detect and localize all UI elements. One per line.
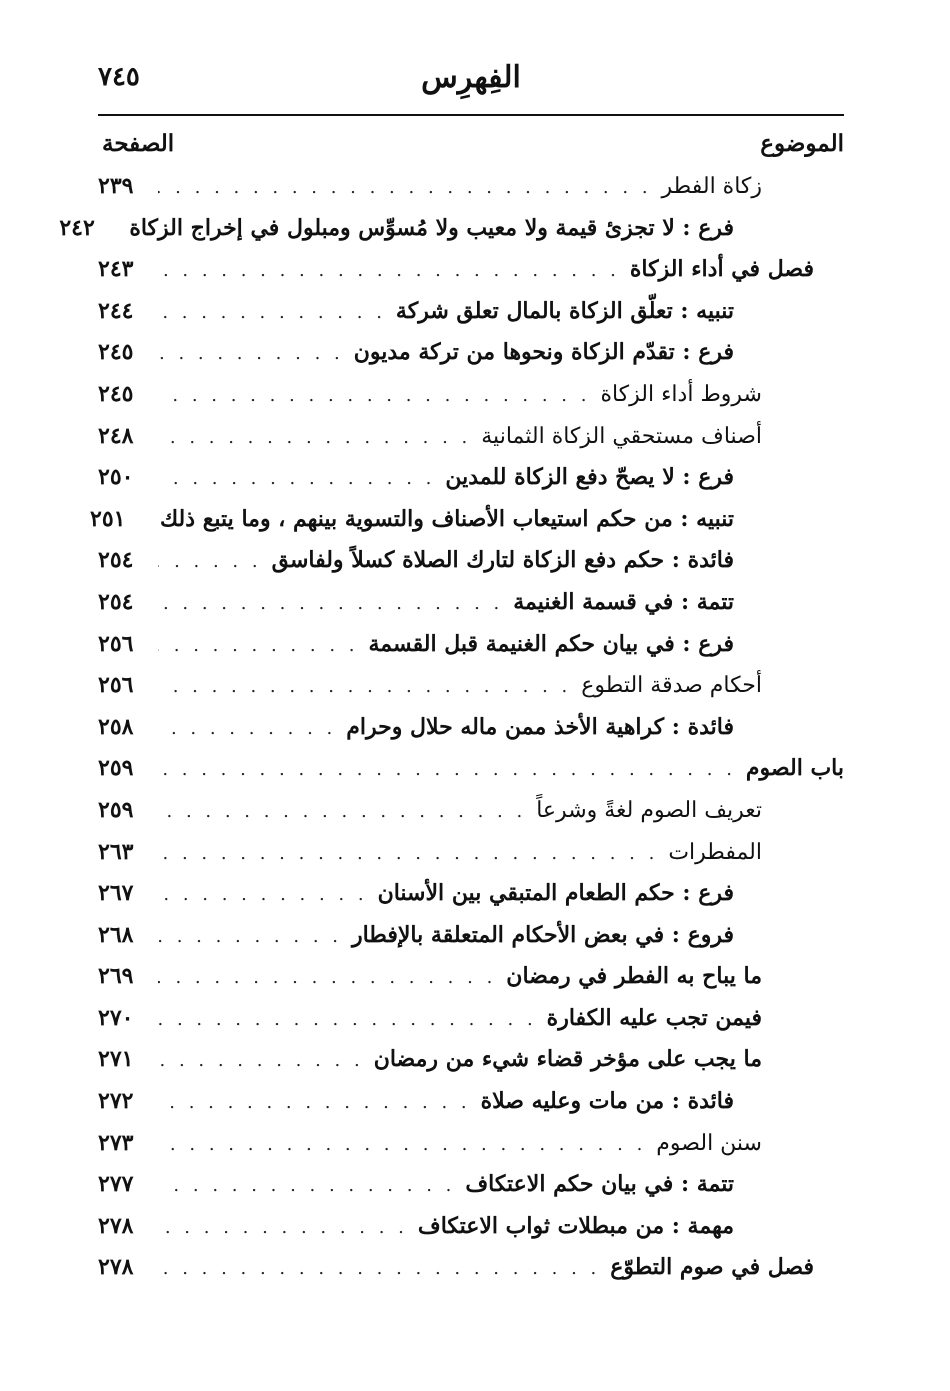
- toc-entry: [98, 1039, 844, 1081]
- dot-leader: [158, 1165, 455, 1207]
- dot-leader: [158, 417, 471, 459]
- dot-leader: [158, 583, 503, 625]
- toc-entry-page: ٢٥٨: [98, 713, 134, 740]
- toc-entry-page: ٢٦٩: [98, 963, 134, 990]
- toc-entry: [98, 1247, 844, 1289]
- toc-entry-title: فرع : لا يصحّ دفع الزكاة للمدين: [445, 464, 734, 491]
- toc-entry-title: المفطرات: [668, 839, 762, 865]
- dot-leader: [158, 1124, 646, 1166]
- toc-entry-page: ٢٥٤: [98, 547, 134, 574]
- toc-entry-title: فائدة : حكم دفع الزكاة لتارك الصلاة كسلاً ولفاسق: [271, 547, 734, 574]
- dot-leader: [158, 874, 368, 916]
- toc-entry-page: ٢٥٠: [98, 464, 134, 491]
- page-column-header: الصفحة: [102, 130, 175, 157]
- toc-entry-page: ٢٦٨: [98, 921, 134, 948]
- toc-entry: [98, 291, 844, 333]
- toc-entry-page: ٢٤٥: [98, 380, 134, 407]
- toc-entry: [98, 1081, 844, 1123]
- toc-entry-page: ٢٧١: [98, 1046, 134, 1073]
- dot-leader: [158, 458, 435, 500]
- toc-entry-page: ٢٤٨: [98, 422, 134, 449]
- toc-entry-title: فائدة : كراهية الأخذ ممن ماله حلال وحرام: [346, 713, 734, 740]
- toc-entry-page: ٢٥٩: [98, 796, 134, 823]
- toc-entry-title: أحكام صدقة التطوع: [581, 673, 762, 699]
- toc-entry-page: ٢٥٦: [98, 672, 134, 699]
- toc-entry: [59, 208, 844, 250]
- toc-entry: [98, 249, 844, 291]
- toc-entry: [98, 374, 844, 416]
- dot-leader: [158, 999, 537, 1041]
- page-number: ٧٤٥: [98, 62, 140, 92]
- toc-entry: [98, 915, 844, 957]
- dot-leader: [158, 749, 736, 791]
- dot-leader: [158, 250, 620, 292]
- dot-leader: [158, 333, 344, 375]
- toc-entry-page: ٢٧٣: [98, 1129, 134, 1156]
- toc-entry-page: ٢٥١: [90, 505, 126, 532]
- toc-entry: [98, 873, 844, 915]
- dot-leader: [158, 1248, 600, 1290]
- toc-entry-title: تتمة : في بيان حكم الاعتكاف: [465, 1171, 734, 1198]
- dot-leader: [158, 1082, 471, 1124]
- dot-leader: [158, 167, 652, 209]
- toc-entry-title: سنن الصوم: [656, 1130, 762, 1156]
- dot-leader: [158, 375, 590, 417]
- dot-leader: [158, 1040, 364, 1082]
- toc-entry-title: فروع : في بعض الأحكام المتعلقة بالإفطار: [351, 921, 734, 948]
- toc-entry-page: ٢٤٢: [59, 214, 95, 241]
- toc-entry-title: فائدة : من مات وعليه صلاة: [480, 1088, 734, 1115]
- toc-entry: [98, 332, 844, 374]
- toc-entry-page: ٢٧٨: [98, 1254, 134, 1281]
- toc-entry-page: ٢٤٣: [98, 256, 134, 283]
- toc-entry-title: مهمة : من مبطلات ثواب الاعتكاف: [417, 1212, 734, 1239]
- toc-entry: [98, 748, 844, 790]
- toc-entry: [98, 832, 844, 874]
- toc-entry: [98, 665, 844, 707]
- toc-entry-title: فرع : تقدّم الزكاة ونحوها من تركة مديون: [353, 339, 734, 366]
- toc-entry: [98, 582, 844, 624]
- toc-entry: [98, 540, 844, 582]
- toc-entry-title: فرع : حكم الطعام المتبقي بين الأسنان: [377, 880, 734, 907]
- toc-entry: [98, 166, 844, 208]
- toc-entry-title: أصناف مستحقي الزكاة الثمانية: [481, 423, 762, 449]
- toc-entry-title: ما يباح به الفطر في رمضان: [506, 963, 762, 990]
- toc-entry-page: ٢٤٤: [98, 297, 134, 324]
- toc-entry-page: ٢٤٥: [98, 339, 134, 366]
- toc-entry: [98, 1206, 844, 1248]
- toc-entry-title: فصل في صوم التطوّع: [610, 1254, 814, 1281]
- toc-entry: [90, 499, 844, 541]
- toc-entry-title: تنبيه : من حكم استيعاب الأصناف والتسوية بينهم ، وما يتبع ذلك: [160, 505, 734, 532]
- toc-entry-page: ٢٥٦: [98, 630, 134, 657]
- toc-entry: [98, 790, 844, 832]
- toc-entry: [98, 1123, 844, 1165]
- toc-entry-page: ٢٥٩: [98, 755, 134, 782]
- toc-entry: [98, 457, 844, 499]
- dot-leader: [158, 292, 386, 334]
- column-headers: [98, 130, 844, 164]
- toc-entry-title: باب الصوم: [745, 755, 844, 782]
- toc-entry-page: ٢٣٩: [98, 173, 134, 199]
- toc-entry-page: ٢٧٨: [98, 1212, 134, 1239]
- toc-entry-page: ٢٥٤: [98, 588, 134, 615]
- dot-leader: [158, 957, 496, 999]
- toc-entry-page: ٢٧٧: [98, 1171, 134, 1198]
- toc-entry-title: تنبيه : تعلّق الزكاة بالمال تعلق شركة: [395, 297, 734, 324]
- dot-leader: [158, 833, 658, 875]
- toc-entry: [98, 624, 844, 666]
- dot-leader: [158, 1207, 408, 1249]
- toc-entry-title: ما يجب على مؤخر قضاء شيء من رمضان: [373, 1046, 762, 1073]
- toc-entry-title: شروط أداء الزكاة: [600, 381, 762, 407]
- dot-leader: [158, 791, 526, 833]
- toc-entry-title: تعريف الصوم لغةً وشرعاً: [536, 797, 762, 823]
- dot-leader: [158, 708, 336, 750]
- page-header: [98, 58, 844, 114]
- header-rule: [98, 114, 844, 116]
- toc-entry: [98, 1164, 844, 1206]
- toc-entry-title: فيمن تجب عليه الكفارة: [546, 1004, 762, 1031]
- topic-column-header: الموضوع: [760, 130, 844, 157]
- dot-leader: [158, 666, 571, 708]
- toc-entry-page: ٢٦٣: [98, 838, 134, 865]
- toc-entry-page: ٢٧٢: [98, 1088, 134, 1115]
- running-title: الفِهرِس: [421, 60, 521, 95]
- toc-entry-title: فرع : لا تجزئ قيمة ولا معيب ولا مُسوِّس ومبلول في إخراج الزكاة: [129, 214, 734, 241]
- toc-entry-title: زكاة الفطر: [661, 174, 762, 199]
- toc-entry: [98, 707, 844, 749]
- dot-leader: [158, 541, 262, 583]
- toc-entry-page: ٢٦٧: [98, 880, 134, 907]
- toc-entry: [98, 956, 844, 998]
- table-of-contents: [59, 166, 844, 1289]
- toc-entry-title: فرع : في بيان حكم الغنيمة قبل القسمة: [368, 630, 734, 657]
- dot-leader: [158, 916, 342, 958]
- toc-entry: [98, 416, 844, 458]
- toc-entry: [98, 998, 844, 1040]
- toc-entry-title: تتمة : في قسمة الغنيمة: [513, 588, 734, 615]
- dot-leader: [158, 625, 358, 667]
- toc-entry-title: فصل في أداء الزكاة: [629, 256, 814, 283]
- toc-entry-page: ٢٧٠: [98, 1004, 134, 1031]
